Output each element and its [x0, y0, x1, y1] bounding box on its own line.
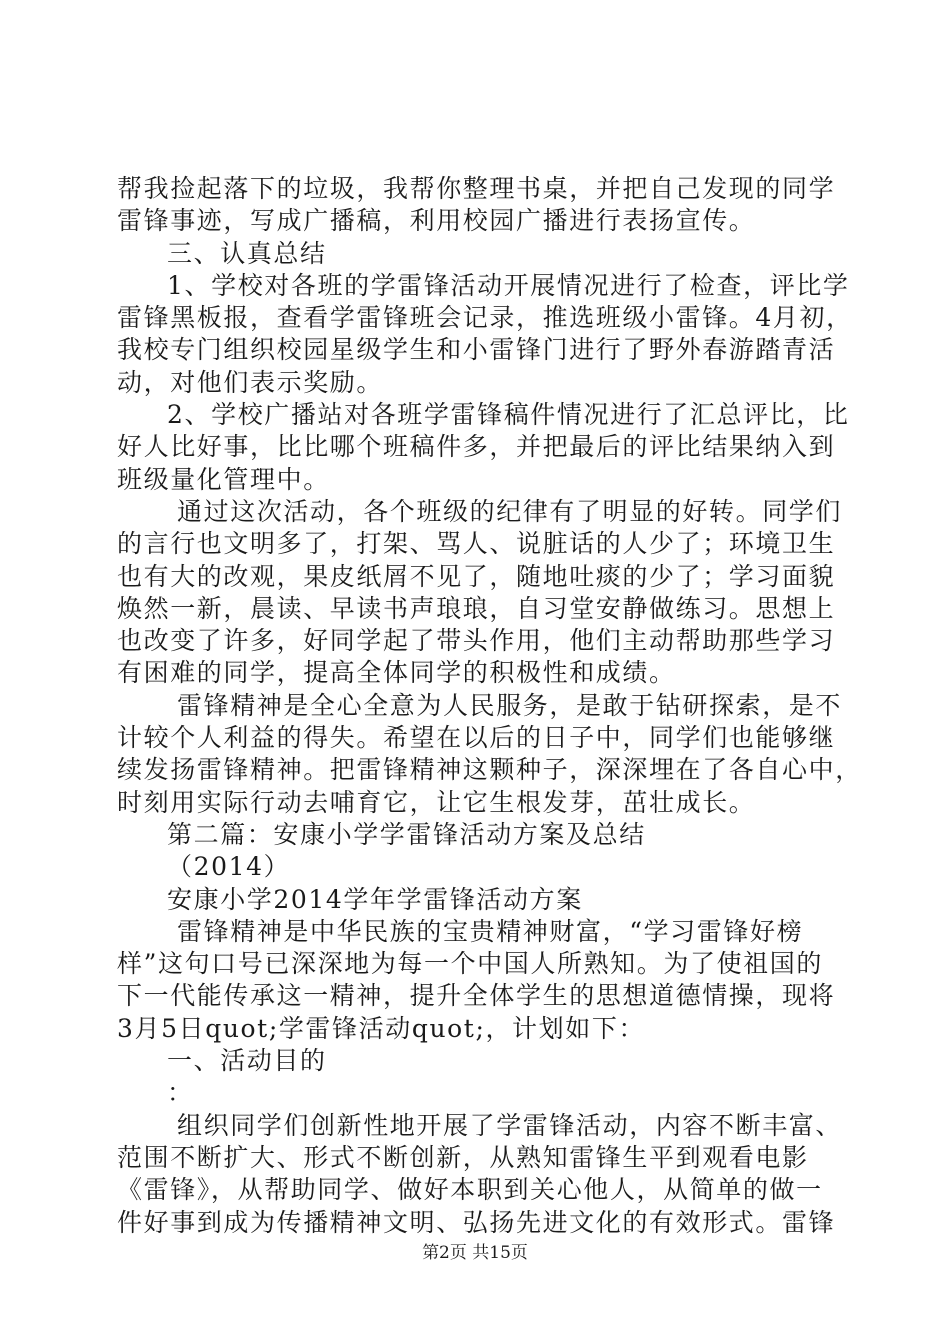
text-line: 续发扬雷锋精神。把雷锋精神这颗种子，深深埋在了各自心中， [117, 755, 862, 785]
text-line: 雷锋事迹，写成广播稿，利用校园广播进行表扬宣传。 [117, 206, 756, 236]
text-line: ： [167, 1078, 194, 1108]
text-line: 《雷锋》，从帮助同学、做好本职到关心他人，从简单的做一 [117, 1175, 823, 1205]
text-line: 雷锋精神是全心全意为人民服务，是敢于钻研探索，是不 [177, 690, 843, 720]
text-line: 1、学校对各班的学雷锋活动开展情况进行了检查，评比学 [167, 270, 850, 300]
text-line: 时刻用实际行动去哺育它，让它生根发芽，茁壮成长。 [117, 787, 756, 817]
text-line: 组织同学们创新性地开展了学雷锋活动，内容不断丰富、 [177, 1110, 843, 1140]
section-heading: 三、认真总结 [167, 238, 327, 268]
text-line: 范围不断扩大、形式不断创新，从熟知雷锋生平到观看电影 [117, 1142, 809, 1172]
text-line: 有困难的同学，提高全体同学的积极性和成绩。 [117, 658, 676, 688]
text-line: 雷锋精神是中华民族的宝贵精神财富，“学习雷锋好榜 [177, 916, 804, 946]
section-heading: 一、活动目的 [167, 1046, 327, 1076]
text-line: 帮我捡起落下的垃圾，我帮你整理书桌，并把自己发现的同学 [117, 174, 836, 203]
text-line: 计较个人利益的得失。希望在以后的日子中，同学们也能够继 [117, 723, 836, 753]
text-line: 的言行也文明多了，打架、骂人、说脏话的人少了；环境卫生 [117, 529, 836, 559]
text-line: 焕然一新，晨读、早读书声琅琅，自习堂安静做练习。思想上 [117, 593, 836, 623]
text-line: 3月5日quot;学雷锋活动quot;，计划如下： [117, 1013, 646, 1043]
document-body [117, 173, 862, 1239]
chapter-heading: 第二篇：安康小学学雷锋活动方案及总结 [167, 819, 646, 849]
text-line: 样”这句口号已深深地为每一个中国人所熟知。为了使祖国的 [117, 949, 823, 979]
text-line: 件好事到成为传播精神文明、弘扬先进文化的有效形式。雷锋 [117, 1207, 836, 1237]
text-line: 我校专门组织校园星级学生和小雷锋门进行了野外春游踏青活 [117, 335, 836, 365]
text-line: 班级量化管理中。 [117, 464, 330, 494]
document-title: 安康小学2014学年学雷锋活动方案 [167, 884, 583, 914]
text-line: 通过这次活动，各个班级的纪律有了明显的好转。同学们 [177, 496, 843, 526]
text-line: 动，对他们表示奖励。 [117, 367, 384, 397]
text-line: 雷锋黑板报，查看学雷锋班会记录，推选班级小雷锋。4月初， [117, 303, 853, 333]
text-line: 2、学校广播站对各班学雷锋稿件情况进行了汇总评比，比 [167, 400, 850, 430]
text-line: 下一代能传承这一精神，提升全体学生的思想道德情操，现将 [117, 981, 836, 1011]
text-line: 也改变了许多，好同学起了带头作用，他们主动帮助那些学习 [117, 626, 836, 656]
text-line: 也有大的改观，果皮纸屑不见了，随地吐痰的少了；学习面貌 [117, 561, 836, 591]
page-number-footer: 第2页 共15页 [422, 1243, 528, 1263]
text-line: （2014） [167, 852, 291, 882]
text-line: 好人比好事，比比哪个班稿件多，并把最后的评比结果纳入到 [117, 432, 836, 462]
